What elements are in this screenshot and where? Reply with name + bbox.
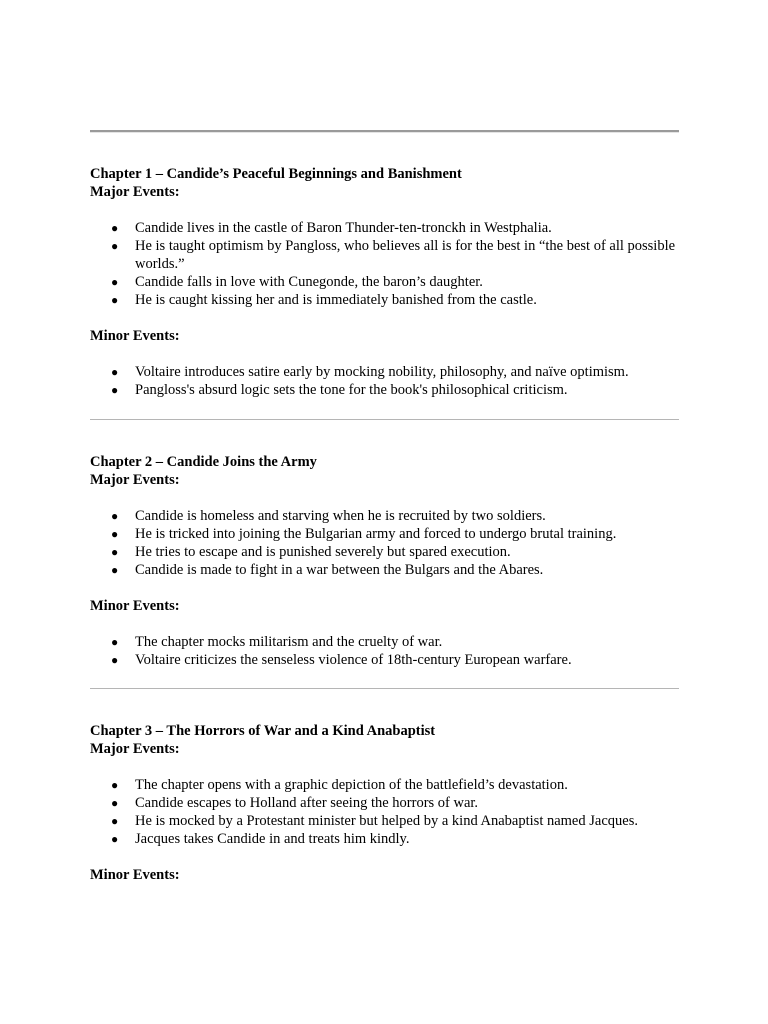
section-divider bbox=[90, 419, 679, 420]
chapter-3-title: Chapter 3 – The Horrors of War and a Kind Anabaptist bbox=[90, 723, 436, 739]
list-item: ● Voltaire introduces satire early by mocking nobility, philosophy, and naïve optimism. bbox=[111, 364, 629, 380]
chapter-3-minor-heading: Minor Events: bbox=[90, 867, 180, 883]
list-item: ● The chapter opens with a graphic depiction of the battlefield’s devastation. bbox=[111, 777, 568, 793]
list-item: ● He tries to escape and is punished severely but spared execution. bbox=[111, 544, 511, 560]
list-item: ● Candide lives in the castle of Baron Thunder-ten-tronckh in Westphalia. bbox=[111, 220, 552, 236]
chapter-2-section bbox=[90, 453, 679, 669]
bullet-icon: ● bbox=[111, 293, 119, 307]
chapter-2-minor-heading: Minor Events: bbox=[90, 598, 180, 614]
list-item: ● The chapter mocks militarism and the cruelty of war. bbox=[111, 634, 443, 650]
bullet-icon: ● bbox=[111, 239, 119, 253]
bullet-icon: ● bbox=[111, 635, 119, 649]
list-item: ● Candide falls in love with Cunegonde, the baron’s daughter. bbox=[111, 274, 483, 290]
chapter-1-minor-list bbox=[90, 363, 679, 399]
chapter-2-major-heading: Major Events: bbox=[90, 472, 180, 488]
list-item: ● He is caught kissing her and is immediately banished from the castle. bbox=[111, 292, 537, 308]
bullet-icon: ● bbox=[111, 365, 119, 379]
bullet-icon: ● bbox=[111, 275, 119, 289]
chapter-2-title: Chapter 2 – Candide Joins the Army bbox=[90, 454, 317, 470]
section-divider bbox=[90, 688, 679, 689]
list-item: ● He is taught optimism by Pangloss, who believes all is for the best in “the best of all possible worlds.” bbox=[111, 238, 676, 272]
chapter-1-major-list bbox=[90, 219, 679, 309]
list-item: ● Candide is homeless and starving when he is recruited by two soldiers. bbox=[111, 508, 546, 524]
chapter-3-section bbox=[90, 722, 679, 884]
list-item: ● Pangloss's absurd logic sets the tone for the book's philosophical criticism. bbox=[111, 382, 568, 398]
chapter-1-section bbox=[90, 165, 679, 399]
bullet-icon: ● bbox=[111, 778, 119, 792]
bullet-icon: ● bbox=[111, 527, 119, 541]
bullet-icon: ● bbox=[111, 814, 119, 828]
chapter-2-minor-list bbox=[90, 633, 679, 669]
chapter-3-major-list bbox=[90, 776, 679, 848]
bullet-icon: ● bbox=[111, 653, 119, 667]
bullet-icon: ● bbox=[111, 832, 119, 846]
list-item: ● Candide is made to fight in a war between the Bulgars and the Abares. bbox=[111, 562, 544, 578]
bullet-icon: ● bbox=[111, 509, 119, 523]
list-item: ● Voltaire criticizes the senseless violence of 18th-century European warfare. bbox=[111, 652, 572, 668]
chapter-1-minor-heading: Minor Events: bbox=[90, 328, 180, 344]
list-item: ● He is tricked into joining the Bulgarian army and forced to undergo brutal training. bbox=[111, 526, 617, 542]
bullet-icon: ● bbox=[111, 796, 119, 810]
chapter-2-major-list bbox=[90, 507, 679, 579]
list-item: ● Candide escapes to Holland after seeing the horrors of war. bbox=[111, 795, 479, 811]
chapter-1-title: Chapter 1 – Candide’s Peaceful Beginnings and Banishment bbox=[90, 166, 462, 182]
list-item: ● Jacques takes Candide in and treats him kindly. bbox=[111, 831, 410, 847]
bullet-icon: ● bbox=[111, 545, 119, 559]
chapter-1-major-heading: Major Events: bbox=[90, 184, 180, 200]
bullet-icon: ● bbox=[111, 221, 119, 235]
list-item: ● He is mocked by a Protestant minister but helped by a kind Anabaptist named Jacques. bbox=[111, 813, 638, 829]
bullet-icon: ● bbox=[111, 563, 119, 577]
chapter-3-major-heading: Major Events: bbox=[90, 741, 180, 757]
top-horizontal-rule bbox=[90, 130, 679, 133]
bullet-icon: ● bbox=[111, 383, 119, 397]
